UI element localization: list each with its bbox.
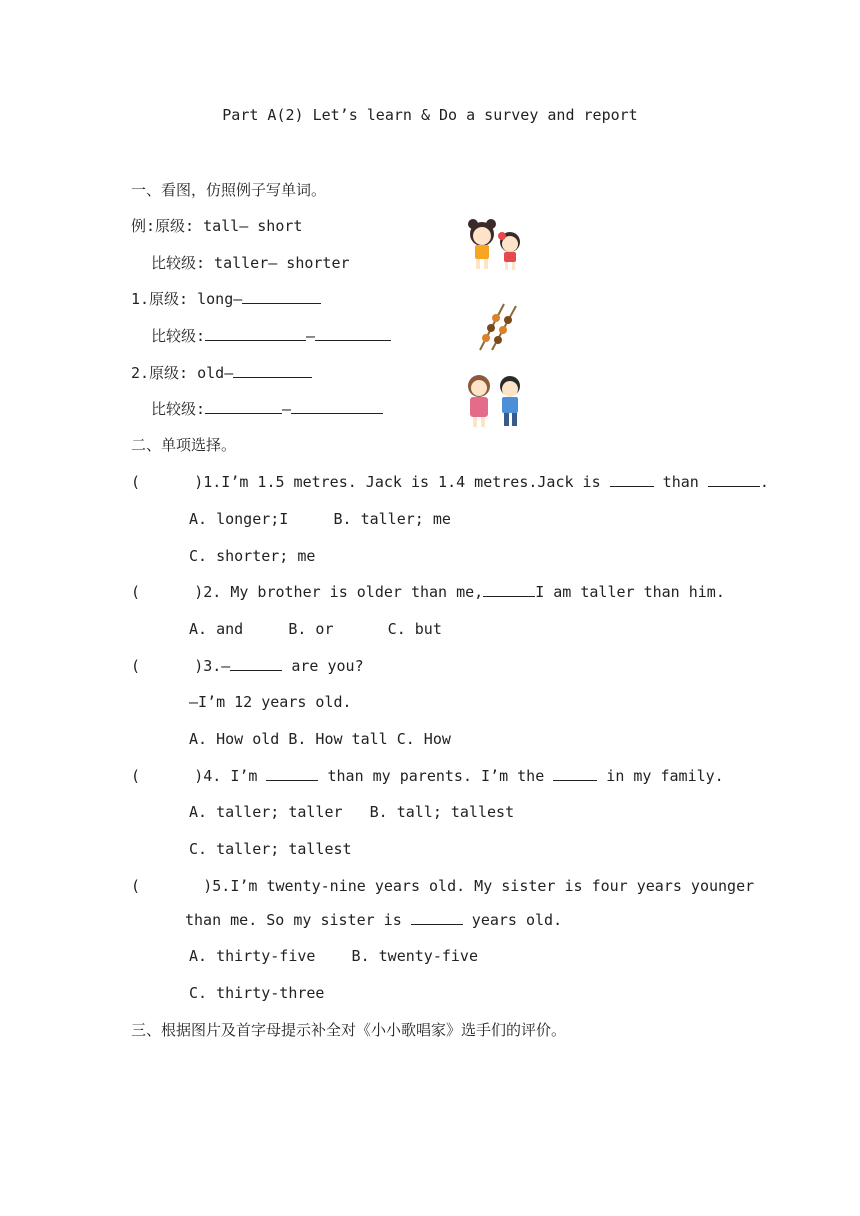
question-line-2 — [185, 910, 562, 930]
example-line-2: 比较级: taller— shorter — [151, 254, 350, 272]
section2-heading: 二、单项选择。 — [131, 436, 237, 454]
q1-comp-label: 比较级: — [151, 327, 206, 345]
two-girls-icon — [462, 216, 530, 272]
q2-comparative-line — [151, 399, 383, 419]
mc-question-5 — [131, 876, 754, 896]
q2-blank-2[interactable] — [205, 399, 282, 414]
mc-question-1 — [131, 472, 769, 492]
options-line: A. and B. or C. but — [189, 620, 442, 638]
options-line: C. taller; tallest — [189, 840, 352, 858]
question-text: than my parents. I’m the — [318, 767, 554, 785]
question-text: 5.I’m twenty-nine years old. My sister is four years younger — [212, 877, 755, 895]
old-woman-and-boy-icon — [462, 372, 528, 428]
question-text: in my family. — [597, 767, 724, 785]
question-text: than me. So my sister is — [185, 911, 411, 929]
question-text: 2. My brother is older than me, — [203, 583, 484, 601]
q1-blank-2[interactable] — [205, 326, 306, 341]
question-text: I am taller than him. — [535, 583, 725, 601]
answer-paren[interactable]: ( ) — [131, 657, 204, 675]
answer-paren[interactable]: ( ) — [131, 877, 213, 895]
answer-blank[interactable] — [266, 766, 318, 781]
q1-blank-3[interactable] — [315, 326, 391, 341]
example-line-1: 例:原级: tall— short — [131, 217, 303, 235]
answer-blank[interactable] — [411, 910, 463, 925]
mc-question-2 — [131, 582, 725, 602]
options-line: C. shorter; me — [189, 547, 316, 565]
question-text: years old. — [462, 911, 563, 929]
options-line: A. longer;I B. taller; me — [189, 510, 451, 528]
options-line: A. How old B. How tall C. How — [189, 730, 451, 748]
answer-blank[interactable] — [553, 766, 597, 781]
q2-blank-1[interactable] — [233, 363, 312, 378]
options-line: A. thirty-five B. twenty-five — [189, 947, 478, 965]
answer-paren[interactable]: ( ) — [131, 767, 204, 785]
question-text: . — [759, 473, 769, 491]
answer-blank[interactable] — [708, 472, 760, 487]
q2-comp-label: 比较级: — [151, 400, 206, 418]
q1-dash: — — [306, 327, 316, 345]
q1-line — [131, 289, 321, 309]
question-line-2: —I’m 12 years old. — [189, 693, 352, 711]
answer-paren[interactable]: ( ) — [131, 583, 204, 601]
question-text: are you? — [282, 657, 364, 675]
skewers-icon — [476, 300, 520, 352]
answer-paren[interactable]: ( ) — [131, 473, 204, 491]
q1-comparative-line — [151, 326, 391, 346]
answer-blank[interactable] — [610, 472, 654, 487]
question-text: 1.I’m 1.5 metres. Jack is 1.4 metres.Jack is — [203, 473, 610, 491]
q2-dash: — — [282, 400, 292, 418]
section1-heading: 一、看图，仿照例子写单词。 — [131, 181, 327, 199]
page-title: Part A(2) Let’s learn & Do a survey and report — [222, 106, 638, 124]
section3-heading: 三、根据图片及首字母提示补全对《小小歌唱家》选手们的评价。 — [131, 1021, 567, 1039]
answer-blank[interactable] — [483, 582, 535, 597]
options-line: A. taller; taller B. tall; tallest — [189, 803, 515, 821]
mc-question-3 — [131, 656, 364, 676]
question-text: 4. I’m — [203, 767, 267, 785]
question-text: 3.— — [203, 657, 231, 675]
q2-blank-3[interactable] — [291, 399, 383, 414]
q1-blank-1[interactable] — [242, 289, 321, 304]
mc-question-4 — [131, 766, 724, 786]
question-text: than — [653, 473, 708, 491]
options-line: C. thirty-three — [189, 984, 325, 1002]
q2-prefix: 2.原级: old— — [131, 364, 234, 382]
q2-line — [131, 363, 312, 383]
answer-blank[interactable] — [230, 656, 282, 671]
q1-prefix: 1.原级: long— — [131, 290, 243, 308]
